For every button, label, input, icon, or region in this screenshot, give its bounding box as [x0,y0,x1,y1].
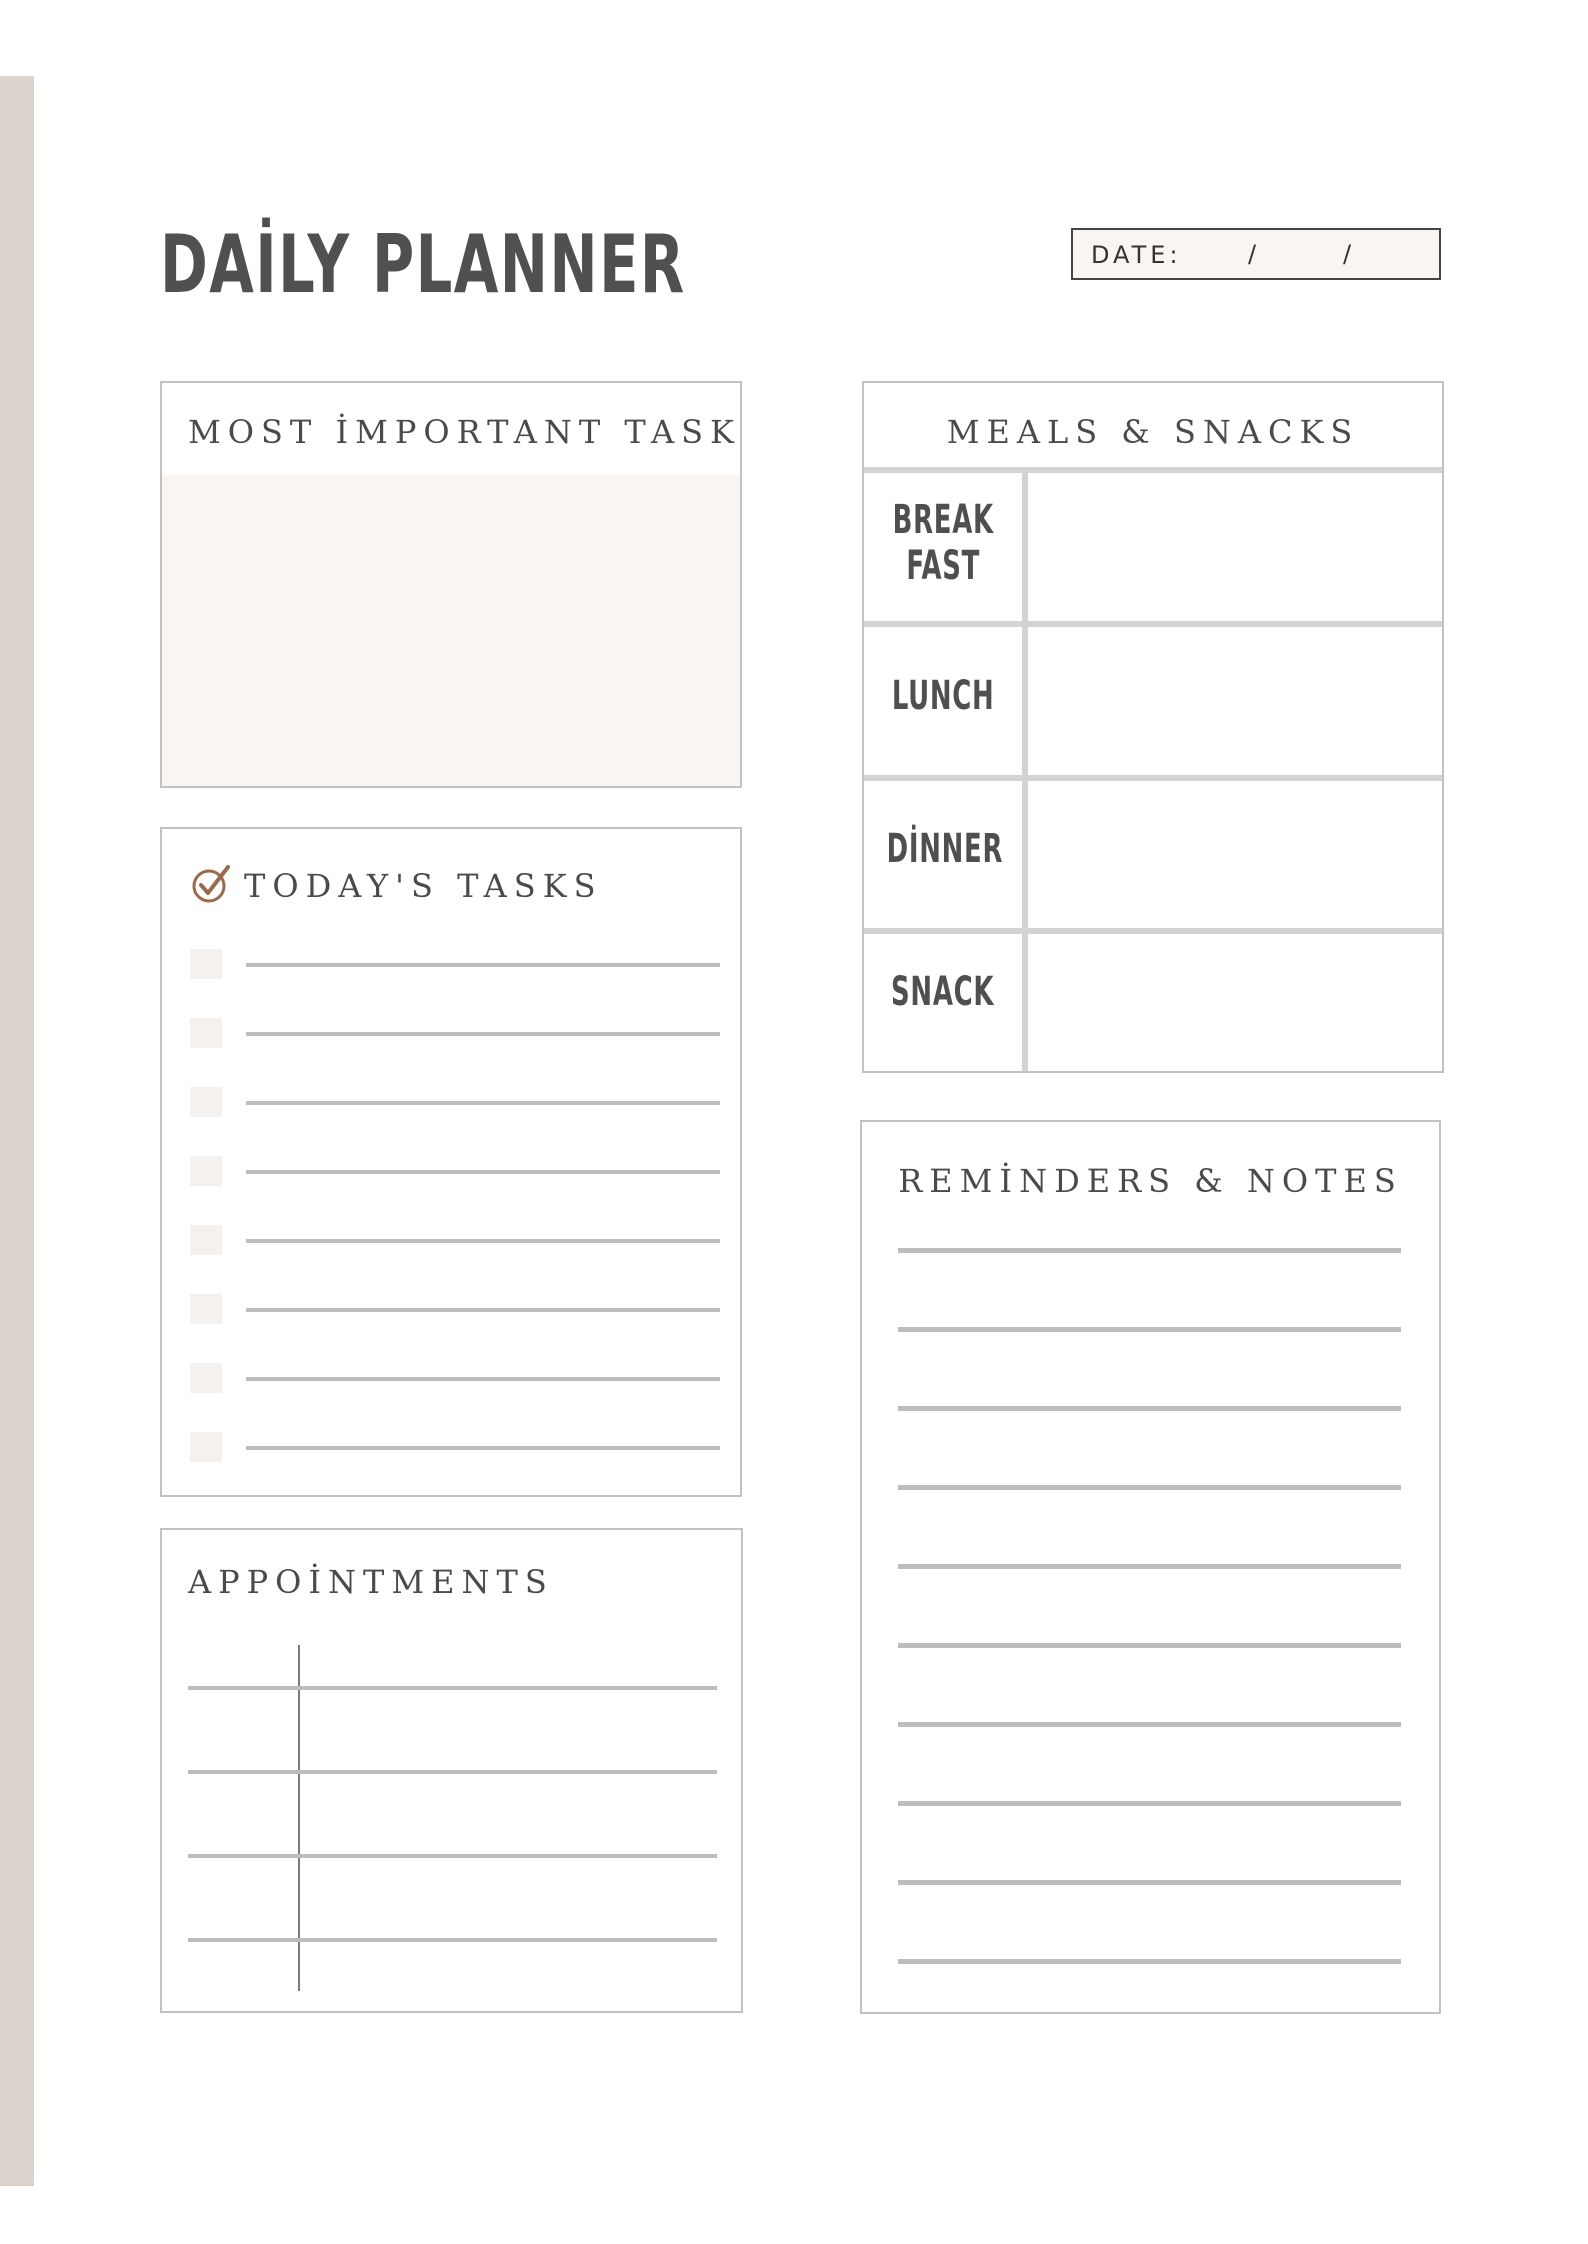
task-write-line [246,1239,720,1243]
note-line[interactable] [898,1327,1401,1332]
meals-heading: MEALS & SNACKS [946,413,1360,451]
note-line[interactable] [898,1564,1401,1569]
task-row[interactable] [190,1087,720,1119]
task-checkbox[interactable] [190,1087,222,1117]
appointment-line[interactable] [188,1686,717,1690]
meal-label-breakfast: BREAK FAST [892,497,994,589]
appointments-heading: APPOİNTMENTS [188,1563,554,1601]
note-line[interactable] [898,1959,1401,1964]
task-write-line [246,1032,720,1036]
note-line[interactable] [898,1406,1401,1411]
dinner-entry[interactable] [1028,781,1442,928]
note-line[interactable] [898,1801,1401,1806]
note-line[interactable] [898,1485,1401,1490]
task-checkbox[interactable] [190,1156,222,1186]
most-important-task-heading: MOST İMPORTANT TASK [188,413,741,451]
task-checkbox[interactable] [190,1018,222,1048]
task-checkbox[interactable] [190,1225,222,1255]
task-write-line [246,963,720,967]
task-write-line [246,1101,720,1105]
task-checkbox[interactable] [190,1294,222,1324]
meal-label-lunch: LUNCH [891,673,995,719]
task-write-line [246,1308,720,1312]
task-row[interactable] [190,1363,720,1395]
date-separator: / [1248,240,1257,268]
task-write-line [246,1377,720,1381]
date-separator: / [1343,240,1352,268]
reminders-panel [860,1120,1441,2014]
date-label: DATE: [1091,241,1182,269]
lunch-entry[interactable] [1028,627,1442,775]
appointments-panel [160,1528,743,2013]
task-write-line [246,1446,720,1450]
task-row[interactable] [190,1225,720,1257]
meals-panel [862,381,1444,1073]
reminders-heading: REMİNDERS & NOTES [898,1162,1403,1200]
task-row[interactable] [190,1432,720,1464]
meal-label-dinner: DİNNER [886,826,1004,872]
checkmark-circle-icon [190,863,232,905]
page-title: DAİLY PLANNER [160,218,686,311]
appointment-line[interactable] [188,1770,717,1774]
note-line[interactable] [898,1643,1401,1648]
task-row[interactable] [190,1294,720,1326]
note-line[interactable] [898,1248,1401,1253]
task-checkbox[interactable] [190,1363,222,1393]
task-row[interactable] [190,949,720,981]
most-important-task-area[interactable] [162,475,740,786]
side-accent-bar [0,76,34,2186]
most-important-task-panel [160,381,742,788]
date-field[interactable] [1071,228,1441,280]
task-write-line [246,1170,720,1174]
todays-tasks-panel [160,827,742,1497]
note-line[interactable] [898,1880,1401,1885]
breakfast-entry[interactable] [1028,473,1442,621]
task-row[interactable] [190,1018,720,1050]
snack-entry[interactable] [1028,934,1442,1071]
note-line[interactable] [898,1722,1401,1727]
task-checkbox[interactable] [190,949,222,979]
task-checkbox[interactable] [190,1432,222,1462]
todays-tasks-heading: TODAY'S TASKS [244,867,603,905]
meal-label-snack: SNACK [891,969,995,1015]
task-row[interactable] [190,1156,720,1188]
appointment-line[interactable] [188,1854,717,1858]
appointment-line[interactable] [188,1938,717,1942]
